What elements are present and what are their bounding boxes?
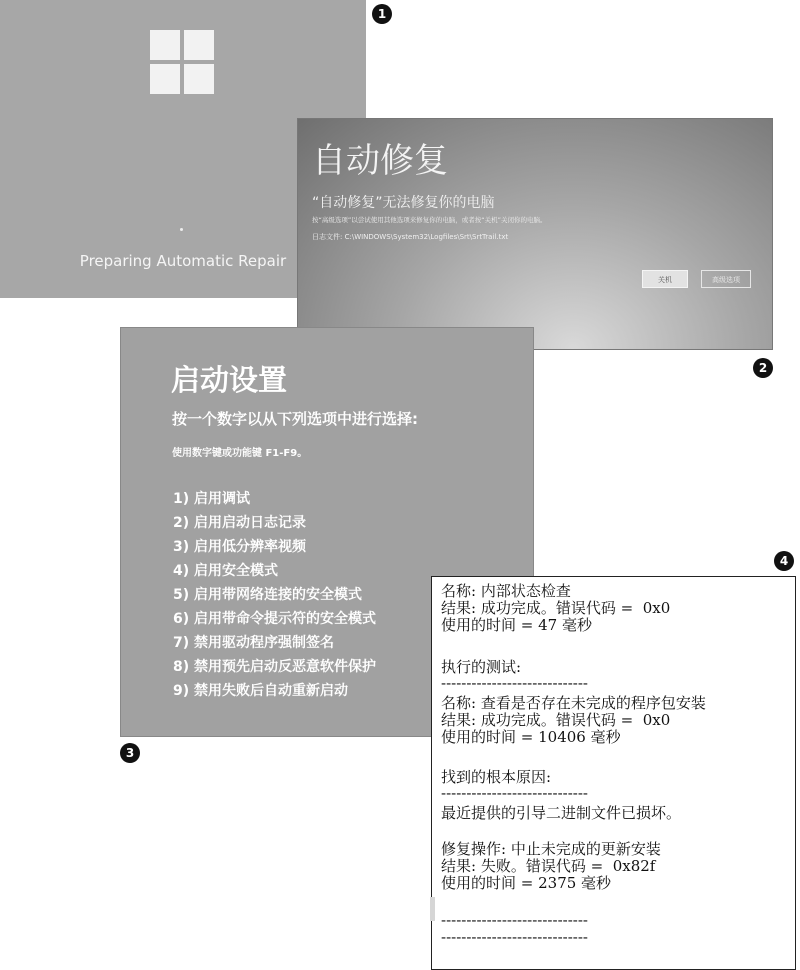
log-separator: ----------------------------- [441, 911, 588, 929]
advanced-options-button[interactable]: 高级选项 [701, 270, 751, 288]
log-line: 修复操作: 中止未完成的更新安装 [441, 840, 661, 858]
preparing-caption: Preparing Automatic Repair [79, 252, 287, 270]
log-line: 使用的时间 = 2375 毫秒 [441, 874, 612, 892]
startup-option-8[interactable]: 8) 禁用预先启动反恶意软件保护 [173, 659, 377, 675]
log-line: 找到的根本原因: [441, 768, 552, 786]
log-line: 使用的时间 = 47 毫秒 [441, 616, 592, 634]
startup-option-6[interactable]: 6) 启用带命令提示符的安全模式 [173, 611, 377, 627]
startup-settings-subtitle: 按一个数字以从下列选项中进行选择: [172, 410, 419, 428]
startup-option-7[interactable]: 7) 禁用驱动程序强制签名 [173, 635, 335, 651]
log-line: 最近提供的引导二进制文件已损坏。 [441, 804, 682, 822]
log-line: 执行的测试: [441, 658, 522, 676]
startup-option-2[interactable]: 2) 启用启动日志记录 [173, 515, 307, 531]
repair-log-path: 日志文件: C:\WINDOWS\System32\Logfiles\Srt\SrtTrail.txt [312, 233, 509, 241]
log-separator: ----------------------------- [441, 928, 588, 946]
startup-settings-title: 启动设置 [171, 363, 288, 397]
log-line: 使用的时间 = 10406 毫秒 [441, 728, 621, 746]
log-separator: ----------------------------- [441, 674, 588, 692]
log-line: 结果: 成功完成。错误代码 = 0x0 [441, 711, 671, 729]
startup-option-4[interactable]: 4) 启用安全模式 [173, 563, 279, 579]
log-line: 结果: 成功完成。错误代码 = 0x0 [441, 599, 671, 617]
log-line: 结果: 失败。错误代码 = 0x82f [441, 857, 656, 875]
step-badge-1: 1 [372, 4, 392, 24]
startup-option-5[interactable]: 5) 启用带网络连接的安全模式 [173, 587, 363, 603]
log-line: 名称: 查看是否存在未完成的程序包安装 [441, 694, 706, 712]
repair-subtitle: “自动修复”无法修复你的电脑 [312, 195, 495, 211]
startup-option-1[interactable]: 1) 启用调试 [173, 491, 251, 507]
shutdown-button[interactable]: 关机 [642, 270, 688, 288]
automatic-repair-screen [297, 118, 773, 350]
srt-log-panel [431, 576, 796, 970]
log-separator: ----------------------------- [441, 784, 588, 802]
repair-title: 自动修复 [312, 141, 448, 181]
startup-option-3[interactable]: 3) 启用低分辨率视频 [173, 539, 307, 555]
startup-option-9[interactable]: 9) 禁用失败后自动重新启动 [173, 683, 349, 699]
step-badge-3: 3 [120, 743, 140, 763]
startup-settings-note: 使用数字键或功能键 F1-F9。 [172, 448, 308, 459]
scroll-edge [430, 897, 435, 921]
windows-logo-icon [150, 30, 214, 94]
loading-indicator [180, 228, 183, 231]
repair-description: 按“高级选项”以尝试使用其他选项来修复你的电脑，或者按“关机”关闭你的电脑。 [312, 216, 547, 224]
step-badge-2: 2 [753, 358, 773, 378]
log-line: 名称: 内部状态检查 [441, 582, 571, 600]
step-badge-4: 4 [774, 551, 794, 571]
